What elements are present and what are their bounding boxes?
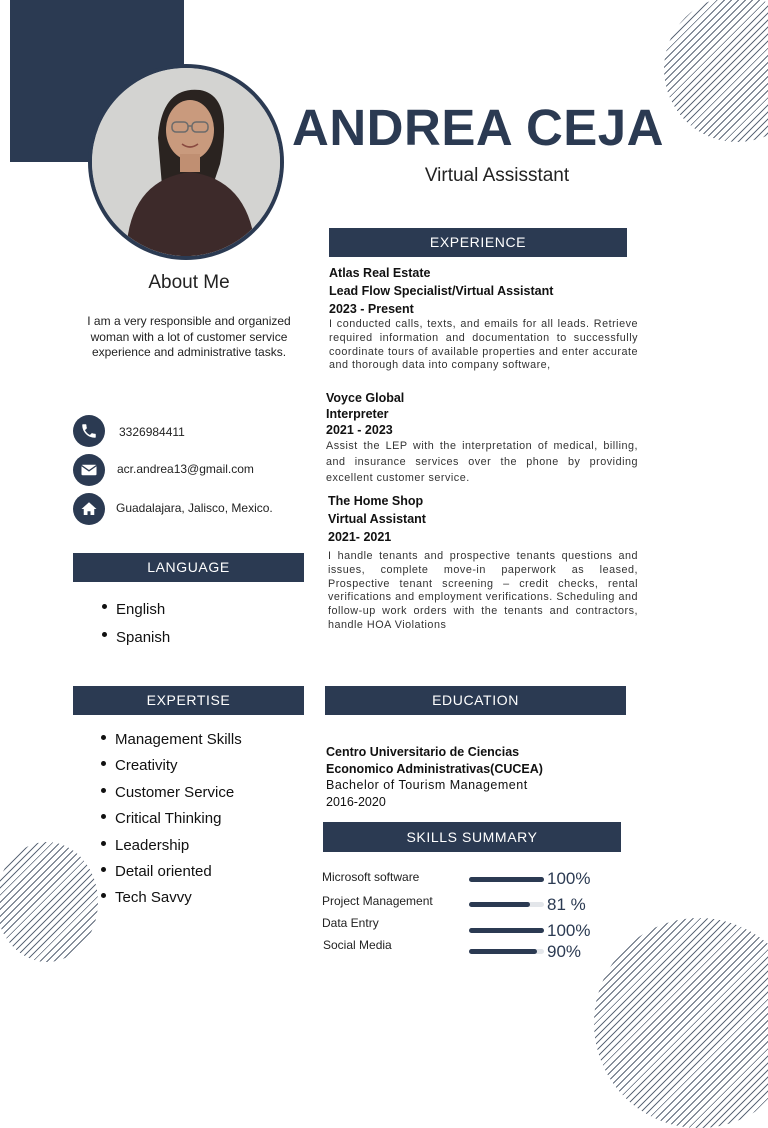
about-heading: About Me <box>148 272 230 293</box>
date-range: 2023 - Present <box>329 302 414 316</box>
degree: Bachelor of Tourism Management <box>326 778 528 792</box>
expertise-list <box>99 727 242 912</box>
list-item: Spanish <box>100 624 170 652</box>
language-list <box>100 596 170 652</box>
date-range: 2021- 2021 <box>328 530 392 544</box>
role-title: Interpreter <box>326 407 389 421</box>
skill-bar <box>469 902 544 907</box>
experience-header: EXPERIENCE <box>329 228 627 257</box>
list-item: Creativity <box>99 753 242 779</box>
role-title: Virtual Assistant <box>328 512 426 526</box>
skill-percent: 81 % <box>547 895 586 914</box>
experience-entry <box>326 390 638 486</box>
job-description: Assist the LEP with the interpretation of medical, billing, and insurance services over the phone by providing excellent customer service. <box>326 440 638 484</box>
skill-row <box>322 892 622 918</box>
skill-percent: 100% <box>547 921 591 940</box>
job-description: I conducted calls, texts, and emails for all leads. Retrieve required information and documentation to successfully coordinate tours of available properties and enter accurate and thorough data into company software, <box>329 318 638 372</box>
school-name: Centro Universitario de Ciencias <box>326 745 520 759</box>
email-address: acr.andrea13@gmail.com <box>117 462 254 476</box>
skill-bar <box>469 928 544 933</box>
home-icon <box>73 493 105 525</box>
location: Guadalajara, Jalisco, Mexico. <box>116 501 273 515</box>
decorative-striped-circle <box>0 842 98 962</box>
skills-header: SKILLS SUMMARY <box>323 822 621 852</box>
skill-bar-fill <box>469 877 544 882</box>
experience-entry <box>328 492 638 633</box>
skill-label: Microsoft software <box>322 870 420 884</box>
skill-label: Project Management <box>322 894 433 908</box>
list-item: Management Skills <box>99 727 242 753</box>
skill-percent: 90% <box>547 942 582 961</box>
phone-number: 3326984411 <box>119 425 185 439</box>
skill-bar-fill <box>469 949 537 954</box>
skill-row <box>322 866 622 892</box>
school-name: Economico Administrativas(CUCEA) <box>326 761 543 776</box>
list-item: English <box>100 596 170 624</box>
list-item: Detail oriented <box>99 859 242 885</box>
skill-label: Data Entry <box>322 916 379 930</box>
experience-entry <box>329 264 638 373</box>
education-header: EDUCATION <box>325 686 626 715</box>
skill-percent: 100% <box>547 869 591 888</box>
skill-label: Social Media <box>323 938 392 952</box>
list-item: Leadership <box>99 833 242 859</box>
role-title: Lead Flow Specialist/Virtual Assistant <box>329 284 554 298</box>
company-name: Atlas Real Estate <box>329 266 431 280</box>
job-title: Virtual Assisstant <box>424 165 570 186</box>
job-description: I handle tenants and prospective tenants questions and issues, complete move-in paperwork as leased, Prospective tenant screening – credit checks, rental verifications and employment verifications. Scheduling and follow-up work orders with the tenants and contractors, handle HOA Violations <box>328 550 638 631</box>
person-illustration <box>92 68 280 256</box>
language-header: LANGUAGE <box>73 553 304 582</box>
candidate-name: ANDREA CEJA <box>292 99 664 156</box>
skill-bar <box>469 877 544 882</box>
expertise-header: EXPERTISE <box>73 686 304 715</box>
skill-row <box>322 938 622 964</box>
education-entry <box>326 744 626 810</box>
graduation-years: 2016-2020 <box>326 794 386 809</box>
list-item: Critical Thinking <box>99 806 242 832</box>
phone-icon <box>73 415 105 447</box>
company-name: Voyce Global <box>326 391 405 405</box>
email-icon <box>73 454 105 486</box>
date-range: 2021 - 2023 <box>326 423 393 437</box>
company-name: The Home Shop <box>328 494 424 508</box>
skill-bar-fill <box>469 902 530 907</box>
decorative-striped-circle <box>664 0 768 142</box>
skill-bar-fill <box>469 928 544 933</box>
profile-photo <box>88 64 284 260</box>
about-text: I am a very responsible and organized woman with a lot of customer service experience and administrative tasks. <box>87 314 291 359</box>
skill-bar <box>469 949 544 954</box>
list-item: Tech Savvy <box>99 885 242 911</box>
list-item: Customer Service <box>99 780 242 806</box>
